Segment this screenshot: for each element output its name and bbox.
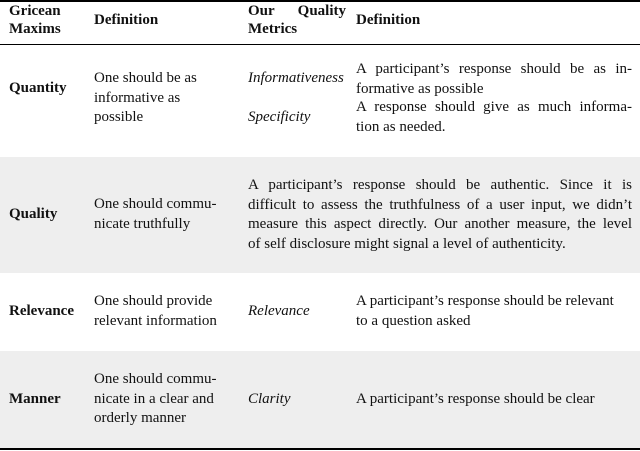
- maxim-manner: Manner: [9, 391, 61, 407]
- maxim-relevance: Relevance: [9, 303, 74, 319]
- header-metrics: Our Quality Metrics: [248, 3, 346, 37]
- metric-definition-relevance: A participant’s response should be relevant to a question asked: [356, 293, 614, 329]
- metric-clarity: Clarity: [248, 391, 291, 407]
- metric-informativeness: Informativeness: [248, 70, 344, 86]
- definition-quality: One should commu- nicate truthfully: [94, 196, 217, 232]
- header-metric-definition: Definition: [356, 12, 421, 28]
- definition-quantity: One should be as informative as possible: [94, 70, 197, 125]
- maxim-quantity: Quantity: [9, 80, 67, 96]
- bottom-rule: [0, 448, 640, 450]
- definition-relevance: One should provide relevant information: [94, 293, 217, 329]
- metric-specificity: Specificity: [248, 109, 311, 125]
- metric-definition-informativeness: A participant’s response should be as in- formative as possible: [356, 61, 632, 97]
- note-quality: A participant’s response should be authentic. Since it is difficult to assess the truthfulness of a user input, we didn’t measure this aspect directly. Our another measure, the level of self disclosure might signal a level of authenticity.: [248, 177, 632, 252]
- header-rule: [0, 44, 640, 45]
- metric-definition-clarity: A participant’s response should be clear: [356, 391, 595, 407]
- header-maxims: Gricean Maxims: [9, 3, 61, 37]
- metric-relevance: Relevance: [248, 303, 310, 319]
- definition-manner: One should commu- nicate in a clear and orderly manner: [94, 371, 217, 426]
- metric-definition-specificity: A response should give as much informa- tion as needed.: [356, 99, 632, 135]
- maxim-quality: Quality: [9, 206, 58, 222]
- header-definition: Definition: [94, 12, 159, 28]
